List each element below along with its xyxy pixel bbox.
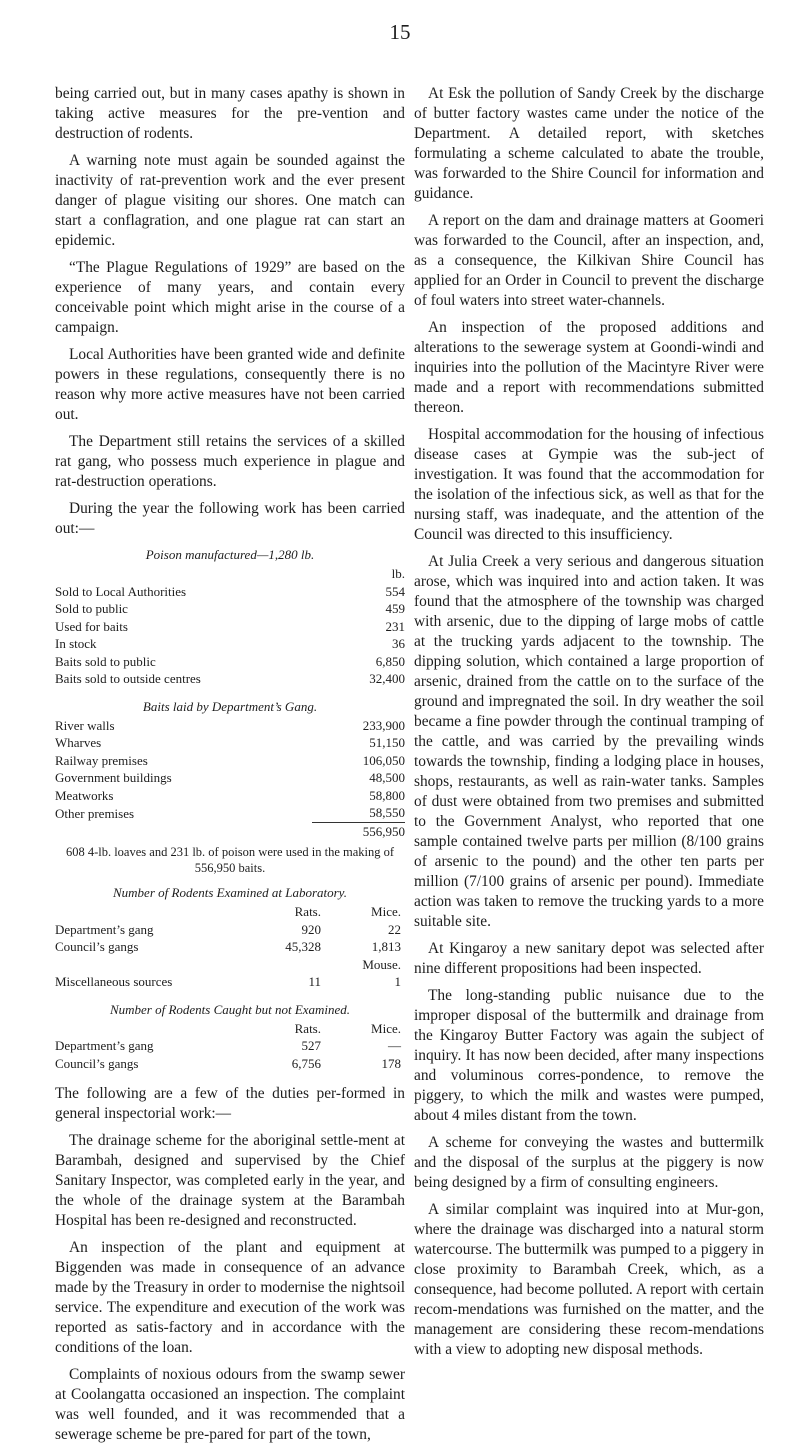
col-header-rats: Rats. <box>294 904 321 919</box>
table-row <box>55 1055 405 1073</box>
not-examined-table <box>55 1020 405 1073</box>
row-value: 554 <box>385 583 405 599</box>
rats-value: 920 <box>301 921 321 937</box>
row-value: 233,900 <box>362 717 405 733</box>
left-column <box>55 84 405 1452</box>
paragraph: During the year the following work has been carried out:— <box>55 500 405 537</box>
row-value: 58,550 <box>369 805 405 820</box>
table-header-row <box>55 1020 405 1038</box>
table-header-row <box>55 956 405 974</box>
row-label: Miscellaneous sources <box>55 974 173 989</box>
paragraph: An inspection of the proposed additions and alterations to the sewerage system at Goondi-windi and inquiries into the pollution of the Macintyre River were made and a report with recommendations submitted thereon. <box>414 319 764 416</box>
baits-total: 556,950 <box>312 822 405 840</box>
poison-table-title: Poison manufactured—1,280 lb. <box>145 547 315 562</box>
row-label: Department’s gang <box>55 1038 154 1053</box>
paragraph: “The Plague Regulations of 1929” are based on the experience of many years, and contain every conceivable point which might arise in the course of a campaign. <box>55 259 405 336</box>
paragraph: The Department still retains the services of a skilled rat gang, who possess much experience in plague and rat-destruction operations. <box>55 433 405 490</box>
table-row <box>55 670 405 688</box>
row-value: 58,800 <box>369 787 405 803</box>
row-label: Wharves <box>55 735 102 750</box>
paragraph: The following are a few of the duties per-formed in general inspectorial work:— <box>55 1085 405 1122</box>
col-header-rats: Rats. <box>294 1020 321 1036</box>
paragraph: being carried out, but in many cases apathy is shown in taking active measures for the pre-vention and destruction of rodents. <box>55 85 405 142</box>
unit-header: lb. <box>391 566 405 581</box>
col-header-mouse: Mouse. <box>362 956 401 972</box>
baits-table <box>55 717 405 841</box>
row-label: Baits sold to outside centres <box>55 671 201 686</box>
col-header-mice: Mice. <box>371 1020 401 1036</box>
row-label: Sold to Local Authorities <box>55 583 187 599</box>
table-row <box>55 653 405 671</box>
baits-note: 608 4-lb. loaves and 231 lb. of poison were used in the making of 556,950 baits. <box>65 845 395 875</box>
row-value: 51,150 <box>369 735 405 750</box>
page-number: 15 <box>389 20 411 44</box>
paragraph: A report on the dam and drainage matters at Goomeri was forwarded to the Council, after an inspection, and, as a consequence, the Kilkivan Shire Council has applied for an Order in Council to prevent the discharge of foul waters into street water-channels. <box>414 212 764 309</box>
paragraph: A similar complaint was inquired into at Mur-gon, where the drainage was discharged into a natural storm watercourse. The buttermilk was pumped to a piggery in close proximity to Barambah Creek, which, as a consequence, had become polluted. A report with certain recom-mendations was furnished on the matter, and the management are considering these recom-mendations with a view to adopting new disposal methods. <box>414 1201 764 1358</box>
rats-value: 527 <box>301 1038 321 1053</box>
table-row <box>55 734 405 752</box>
table-row <box>55 787 405 805</box>
rats-value: 11 <box>308 974 321 989</box>
row-value: 32,400 <box>369 671 405 686</box>
paragraph: The long-standing public nuisance due to the improper disposal of the buttermilk and drainage from the Kingaroy Butter Factory was again the subject of inquiry. It has now been decided, after many inspections and voluminous corres-pondence, to remove the piggery, to which the milk and wastes were pumped, about 4 miles distant from the town. <box>414 987 764 1124</box>
row-label: Used for baits <box>55 618 128 634</box>
poison-table <box>55 565 405 688</box>
rats-value: 6,756 <box>291 1055 321 1071</box>
row-value: 231 <box>385 618 405 634</box>
table-row <box>55 717 405 735</box>
col-header-mice: Mice. <box>371 904 401 919</box>
paragraph: Local Authorities have been granted wide and definite powers in these regulations, consequently there is no reason why more active measures have not been carried out. <box>55 346 405 423</box>
row-value: 48,500 <box>369 770 405 785</box>
table-row <box>55 973 405 991</box>
table-row <box>55 938 405 956</box>
table-header-row <box>55 565 405 583</box>
table-row <box>55 752 405 770</box>
baits-table-title: Baits laid by Department’s Gang. <box>142 698 318 714</box>
not-examined-table-title: Number of Rodents Caught but not Examined. <box>109 1001 351 1017</box>
row-label: Other premises <box>55 805 135 821</box>
rats-value: 45,328 <box>285 939 321 954</box>
paragraph: A warning note must again be sounded against the inactivity of rat-prevention work and the ever present danger of plague visiting our shores. One match can start a conflagration, and one plague rat can start an epidemic. <box>55 152 405 249</box>
row-label: In stock <box>55 636 97 651</box>
right-column <box>414 84 764 1367</box>
row-label: Sold to public <box>55 601 128 616</box>
row-value: 6,850 <box>375 653 405 669</box>
row-value: 459 <box>385 601 405 616</box>
paragraph: A scheme for conveying the wastes and buttermilk and the disposal of the surplus at the piggery is now being designed by a firm of consulting engineers. <box>414 1134 764 1191</box>
paragraph: An inspection of the plant and equipment at Biggenden was made in consequence of an advance made by the Treasury in order to modernise the nightsoil service. The expenditure and execution of the work was reported as satis-factory and in accordance with the conditions of the loan. <box>55 1239 405 1356</box>
table-row <box>55 1037 405 1055</box>
paragraph: At Julia Creek a very serious and dangerous situation arose, which was inquired into and action taken. It was found that the atmosphere of the township was charged with arsenic, due to the dipping of large mobs of cattle at the trucking yards adjacent to the township. The dipping solution, which contained a large proportion of arsenic, drained from the cattle on to the surface of the ground and impregnated the soil. In dry weather the soil became a fine powder through the continual tramping of the cattle, and was carried by the prevailing winds towards the township, finding a lodging place in houses, shops, restaurants, as well as rain-water tanks. Samples of dust were obtained from two premises and submitted to the Government Analyst, who reported that one sample contained twelve parts per million (8/100 grains of arsenic to the pound) and the other ten parts per million (7/100 grains of arsenic per pound). Immediate action was taken to remove the trucking yards to a more suitable site. <box>414 553 764 930</box>
table-total-row <box>55 822 405 840</box>
table-row <box>55 600 405 618</box>
table-row <box>55 583 405 601</box>
row-label: Council’s gangs <box>55 939 139 954</box>
examined-table <box>55 903 405 991</box>
table-row <box>55 635 405 653</box>
mice-value: 178 <box>381 1055 401 1071</box>
row-label: Council’s gangs <box>55 1055 139 1071</box>
row-label: Railway premises <box>55 752 148 768</box>
row-label: River walls <box>55 717 115 733</box>
table-row <box>55 804 405 822</box>
mice-value: 1 <box>394 974 401 989</box>
paragraph: The drainage scheme for the aboriginal settle-ment at Barambah, designed and supervised by the Chief Sanitary Inspector, was completed early in the year, and the whole of the drainage system at the Barambah Hospital has been re-designed and reconstructed. <box>55 1132 405 1229</box>
paragraph: At Kingaroy a new sanitary depot was selected after nine different propositions had been inspected. <box>414 940 764 977</box>
paragraph: Hospital accommodation for the housing of infectious disease cases at Gympie was the sub-ject of investigation. It was found that the accommodation for the isolation of the infectious sick, as well as that for the nursing staff, was inadequate, and the attention of the Council was directed to this insufficiency. <box>414 426 764 543</box>
mice-value: 1,813 <box>371 939 401 954</box>
row-value: 36 <box>392 636 405 651</box>
table-row <box>55 618 405 636</box>
row-label: Meatworks <box>55 787 114 803</box>
mice-value: — <box>388 1038 401 1053</box>
table-row <box>55 769 405 787</box>
paragraph: At Esk the pollution of Sandy Creek by the discharge of butter factory wastes came under the notice of the Department. A detailed report, with sketches formulating a scheme calculated to abate the trouble, was forwarded to the Shire Council for information and guidance. <box>414 85 764 202</box>
table-row <box>55 921 405 939</box>
table-header-row <box>55 903 405 921</box>
paragraph: Complaints of noxious odours from the swamp sewer at Coolangatta occasioned an inspection. The complaint was well founded, and it was recommended that a sewerage scheme be pre-pared for part of the town, <box>55 1366 405 1443</box>
examined-table-title: Number of Rodents Examined at Laboratory. <box>113 885 347 900</box>
mice-value: 22 <box>388 921 401 937</box>
row-value: 106,050 <box>362 752 405 768</box>
row-label: Government buildings <box>55 770 172 785</box>
row-label: Department’s gang <box>55 921 154 937</box>
row-label: Baits sold to public <box>55 653 156 669</box>
